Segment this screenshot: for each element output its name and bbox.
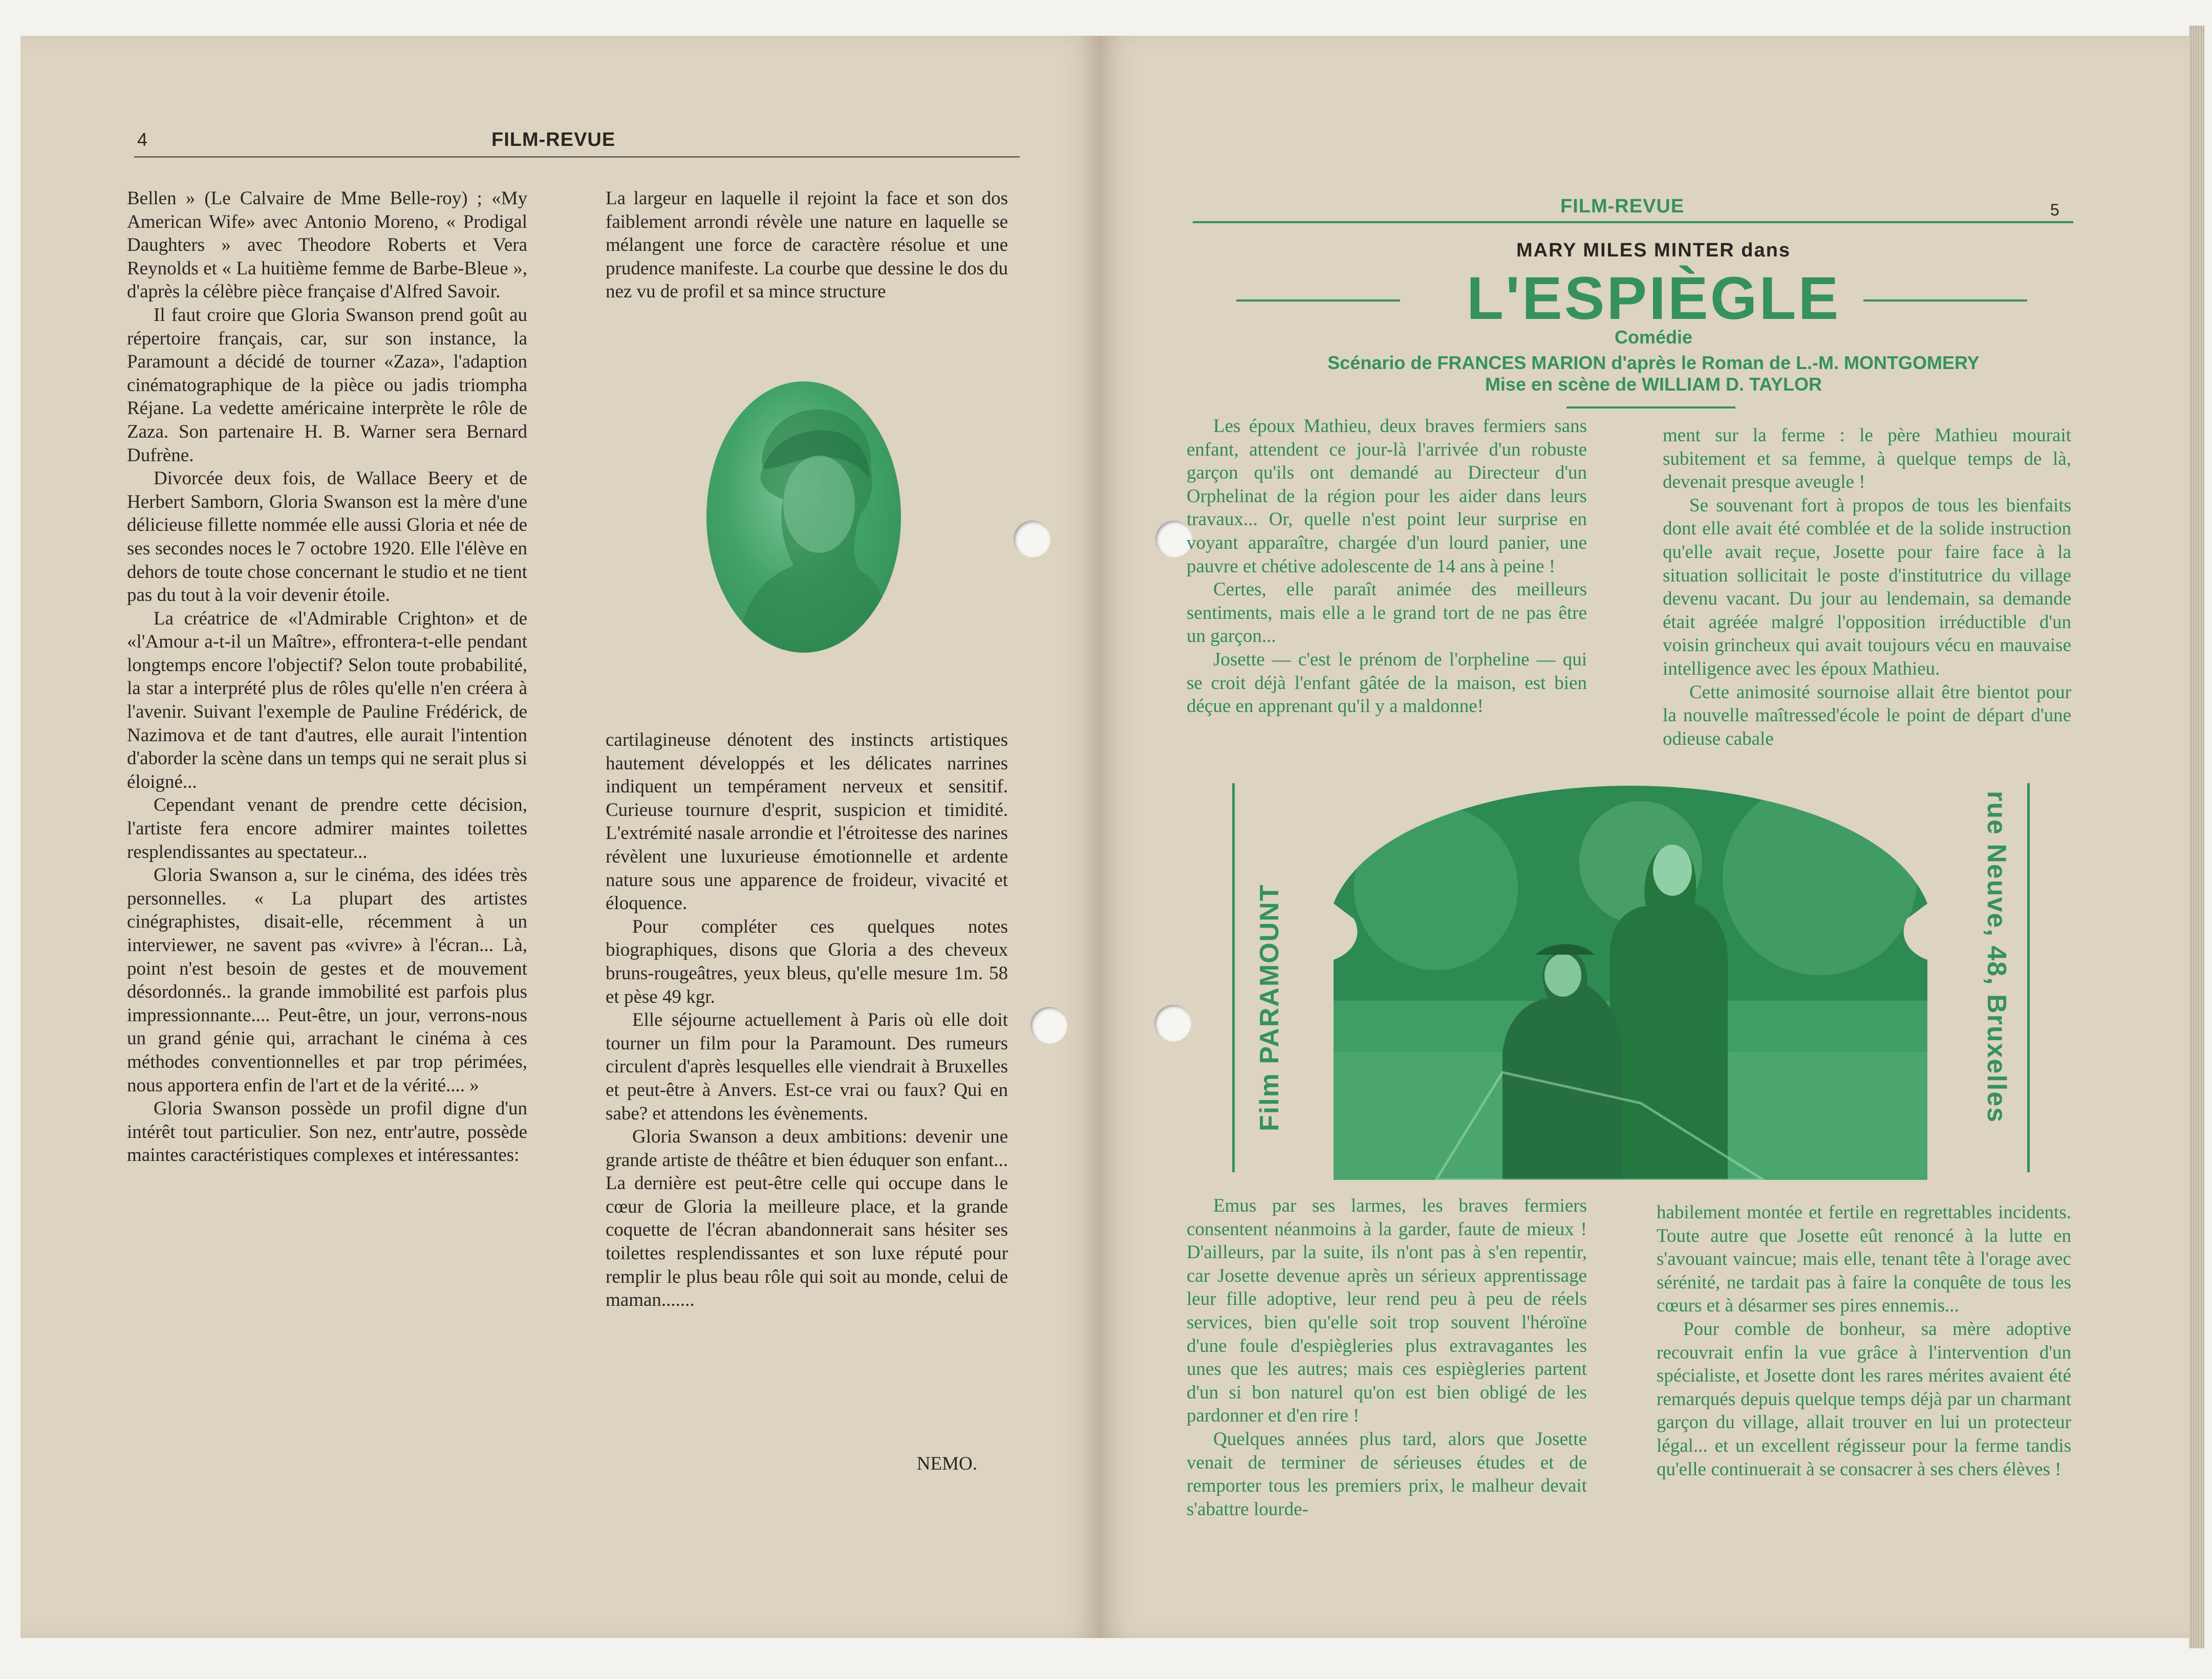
- star-line: MARY MILES MINTER dans: [1516, 240, 1791, 261]
- binder-hole: [1154, 1005, 1191, 1042]
- paragraph: Elle séjourne actuellement à Paris où elle doit tourner un film pour la Paramount. Des rumeurs circulent d'après lesquelles elle viendrait à Bruxelles et peut-être à Anvers. Est-ce vrai ou faux? Qui en sabe? et attendons les évènements.: [606, 1009, 1008, 1124]
- right-column-1-bottom: [1187, 1194, 1587, 1521]
- right-running-title: FILM-REVUE: [1560, 196, 1685, 217]
- right-page-number: 5: [2050, 201, 2060, 219]
- binder-hole: [1030, 1007, 1067, 1044]
- paragraph: Quelques années plus tard, alors que Josette venait de terminer de sérieuses études et de remporter tous les premiers prix, le malheur devait s'abattre lourde-: [1187, 1428, 1587, 1520]
- paragraph: Gloria Swanson possède un profil digne d'un intérêt tout particulier. Son nez, entr'autre, possède maintes caractéristiques complexes et intéressantes:: [127, 1098, 527, 1166]
- left-page-number: 4: [137, 129, 148, 150]
- genre: Comédie: [1614, 327, 1693, 348]
- side-label-distributor: Film PARAMOUNT: [1255, 884, 1284, 1131]
- gloria-swanson-portrait: [706, 381, 901, 653]
- paragraph: Certes, elle paraît animée des meilleurs sentiments, mais elle a le grand tort de ne pas être un garçon...: [1187, 579, 1587, 647]
- right-column-2-bottom: [1657, 1201, 2071, 1481]
- credits-rule: [1566, 406, 1735, 408]
- right-column-1-top: [1187, 415, 1587, 718]
- paragraph: Pour comble de bonheur, sa mère adoptive recouvrait enfin la vue grâce à l'intervention d'un spécialiste, et Josette dont les rares mérites avaient été remarqués depuis quelque temps déjà par un charmant garçon du village, allait trouver en lui un protecteur légal... et un excellent régisseur pour la ferme tandis qu'elle continuerait à se consacrer à ses chers élèves !: [1657, 1318, 2071, 1480]
- paragraph: Josette — c'est le prénom de l'orpheline — qui se croit déjà l'enfant gâtée de la maison, est bien déçue en apprenant qu'il y a maldonne!: [1187, 649, 1587, 717]
- left-column-2-bottom: [606, 728, 1008, 1312]
- left-column-2-top: [606, 187, 1008, 304]
- paragraph: Se souvenant fort à propos de tous les bienfaits dont elle avait été comblée et de la solide instruction qu'elle avait reçue, Josette pour faire face à la situation sollicitait le poste d'institutrice du village devenu vacant. Du jour au lendemain, sa demande était agréée malgré l'opposition irréductible d'un voisin grincheux qui avait toujours vécu en mauvaise intelligence avec les époux Mathieu.: [1663, 494, 2071, 679]
- right-header-rule: [1193, 221, 2073, 223]
- credits-screenplay: Scénario de FRANCES MARION d'après le Roman de L.-M. MONTGOMERY: [1327, 352, 1980, 373]
- paragraph: ment sur la ferme : le père Mathieu mourait subitement et sa femme, à quelque temps de là, devenait presque aveugle !: [1663, 425, 2071, 493]
- paragraph: Cependant venant de prendre cette décision, l'artiste fera encore admirer maintes toilettes resplendissantes au spectateur...: [127, 794, 527, 863]
- paragraph: Gloria Swanson a deux ambitions: devenir une grande artiste de théâtre et bien éduquer son enfant... La dernière est peut-être celle qui occupe dans le cœur de Gloria la meilleure place, et la grande coquette de l'écran abandonnerait sans hésiter ses toilettes resplendissantes et son luxe réputé pour remplir le plus beau rôle qui soit au monde, celui de maman.......: [606, 1126, 1008, 1311]
- binder-hole: [1014, 521, 1050, 557]
- paragraph: Il faut croire que Gloria Swanson prend goût au répertoire français, car, sur son instance, la Paramount a décidé de tourner «Zaza», l'adaption cinématographique de la pièce ou jadis triompha Réjane. La vedette américaine interprète le rôle de Zaza. Son partenaire H. B. Warner sera Bernard Dufrène.: [127, 304, 527, 466]
- side-rule-right: [2027, 783, 2030, 1172]
- paragraph: Divorcée deux fois, de Wallace Beery et de Herbert Samborn, Gloria Swanson est la mère d'une délicieuse fillette nommée elle aussi Gloria et née de ses secondes noces le 7 octobre 1920. Elle l'élève en dehors de toute chose concernant le studio et ne tient pas du tout à la voir devenir étoile.: [127, 468, 527, 606]
- page-edges: [2189, 26, 2204, 1648]
- paragraph: La largeur en laquelle il rejoint la face et son dos faiblement arrondi révèle une nature en laquelle se mélangent une force de caractère résolue et une prudence manifeste. La courbe que dessine le dos du nez vu de profil et sa mince structure: [606, 188, 1008, 303]
- left-running-title: FILM-REVUE: [491, 129, 616, 150]
- credits-director: Mise en scène de WILLIAM D. TAYLOR: [1485, 374, 1822, 395]
- paragraph: habilement montée et fertile en regrettables incidents. Toute autre que Josette eût renoncé à la lutte en s'avouant vaincue; mais elle, tenant tête à l'orage avec sérénité, ne tardait pas à faire la conquête de tous les cœurs et à désarmer ses pires ennemis...: [1657, 1202, 2071, 1317]
- paragraph: Cette animosité sournoise allait être bientot pour la nouvelle maîtressed'école le point de départ d'une odieuse cabale: [1663, 681, 2071, 749]
- side-rule-left: [1232, 783, 1235, 1172]
- paragraph: Emus par ses larmes, les braves fermiers consentent néanmoins à la garder, faute de mieux ! D'ailleurs, par la suite, ils n'ont pas à s'en repentir, car Josette devenue après un sérieux apprentissage leur fille adoptive, leur rend peu à peu de réels services, bien qu'elle soit trop souvent l'héroïne d'une foule d'espiègleries plus extravagantes les unes que les autres; mais ces espiègleries partent d'un si bon naturel qu'on est bien obligé de les pardonner et d'en rire !: [1187, 1195, 1587, 1427]
- paragraph: Les époux Mathieu, deux braves fermiers sans enfant, attendent ce jour-là l'arrivée d'un robuste garçon qu'ils ont demandé au Directeur d'un Orphelinat de la région pour les aider dans leurs travaux... Or, quelle n'est point leur surprise en voyant apparaître, chargée d'un lourd panier, une pauvre et chétive adolescente de 14 ans à peine !: [1187, 416, 1587, 577]
- paragraph: Bellen » (Le Calvaire de Mme Belle-roy) ; «My American Wife» avec Antonio Moreno, « Prodigal Daughters » avec Theodore Roberts et Vera Reynolds et « La huitième femme de Barbe-Bleue », d'après la célèbre pièce française d'Alfred Savoir.: [127, 188, 527, 303]
- paragraph: cartilagineuse dénotent des instincts artistiques hautement développés et les délicates narrines indiquent un tempérament nerveux et sensitif. Curieuse tournure d'esprit, suspicion et timidité. L'extrémité nasale arrondie et l'étroitesse des narines révèlent une luxurieuse émotionnelle et ardente nature sous une apparence de froideur, vivacité et éloquence.: [606, 729, 1008, 914]
- signature: NEMO.: [916, 1453, 977, 1474]
- side-label-address: rue Neuve, 48, Bruxelles: [1982, 791, 2011, 1124]
- paragraph: Pour compléter ces quelques notes biographiques, disons que Gloria a des cheveux bruns-rougeâtres, yeux bleus, qu'elle mesure 1m. 58 et pèse 49 kgr.: [606, 916, 1008, 1007]
- paragraph: Gloria Swanson a, sur le cinéma, des idées très personnelles. « La plupart des artistes cinégraphistes, disait-elle, récemment à un interviewer, ne savent pas «vivre» à l'écran... Là, point n'est besoin de gestes et de mouvement désordonnés.. la grande immobilité est parfois plus impressionnante.... Peut-être, un jour, verrons-nous un grand génie qui, arrachant le cinéma à ces méthodes conventionnelles et par trop périmées, nous apportera enfin de l'art et de la vérité.... »: [127, 865, 527, 1096]
- film-title: L'ESPIÈGLE: [1466, 265, 1841, 332]
- paragraph: La créatrice de «l'Admirable Crighton» et de «l'Amour a-t-il un Maître», effrontera-t-elle pendant longtemps encore l'objectif? Selon toute probabilité, la star a interprété plus de rôles qu'elle n'en créera à l'avenir. Suivant l'exemple de Pauline Frédérick, de Nazimova et de tant d'autres, elle aurait l'intention d'aborder la scène dans un temps qui ne serait plus si éloigné...: [127, 608, 527, 792]
- left-column-1: [127, 187, 527, 1167]
- right-column-2-top: [1663, 424, 2071, 750]
- film-still: [1334, 786, 1927, 1180]
- left-header-rule: [134, 156, 1020, 158]
